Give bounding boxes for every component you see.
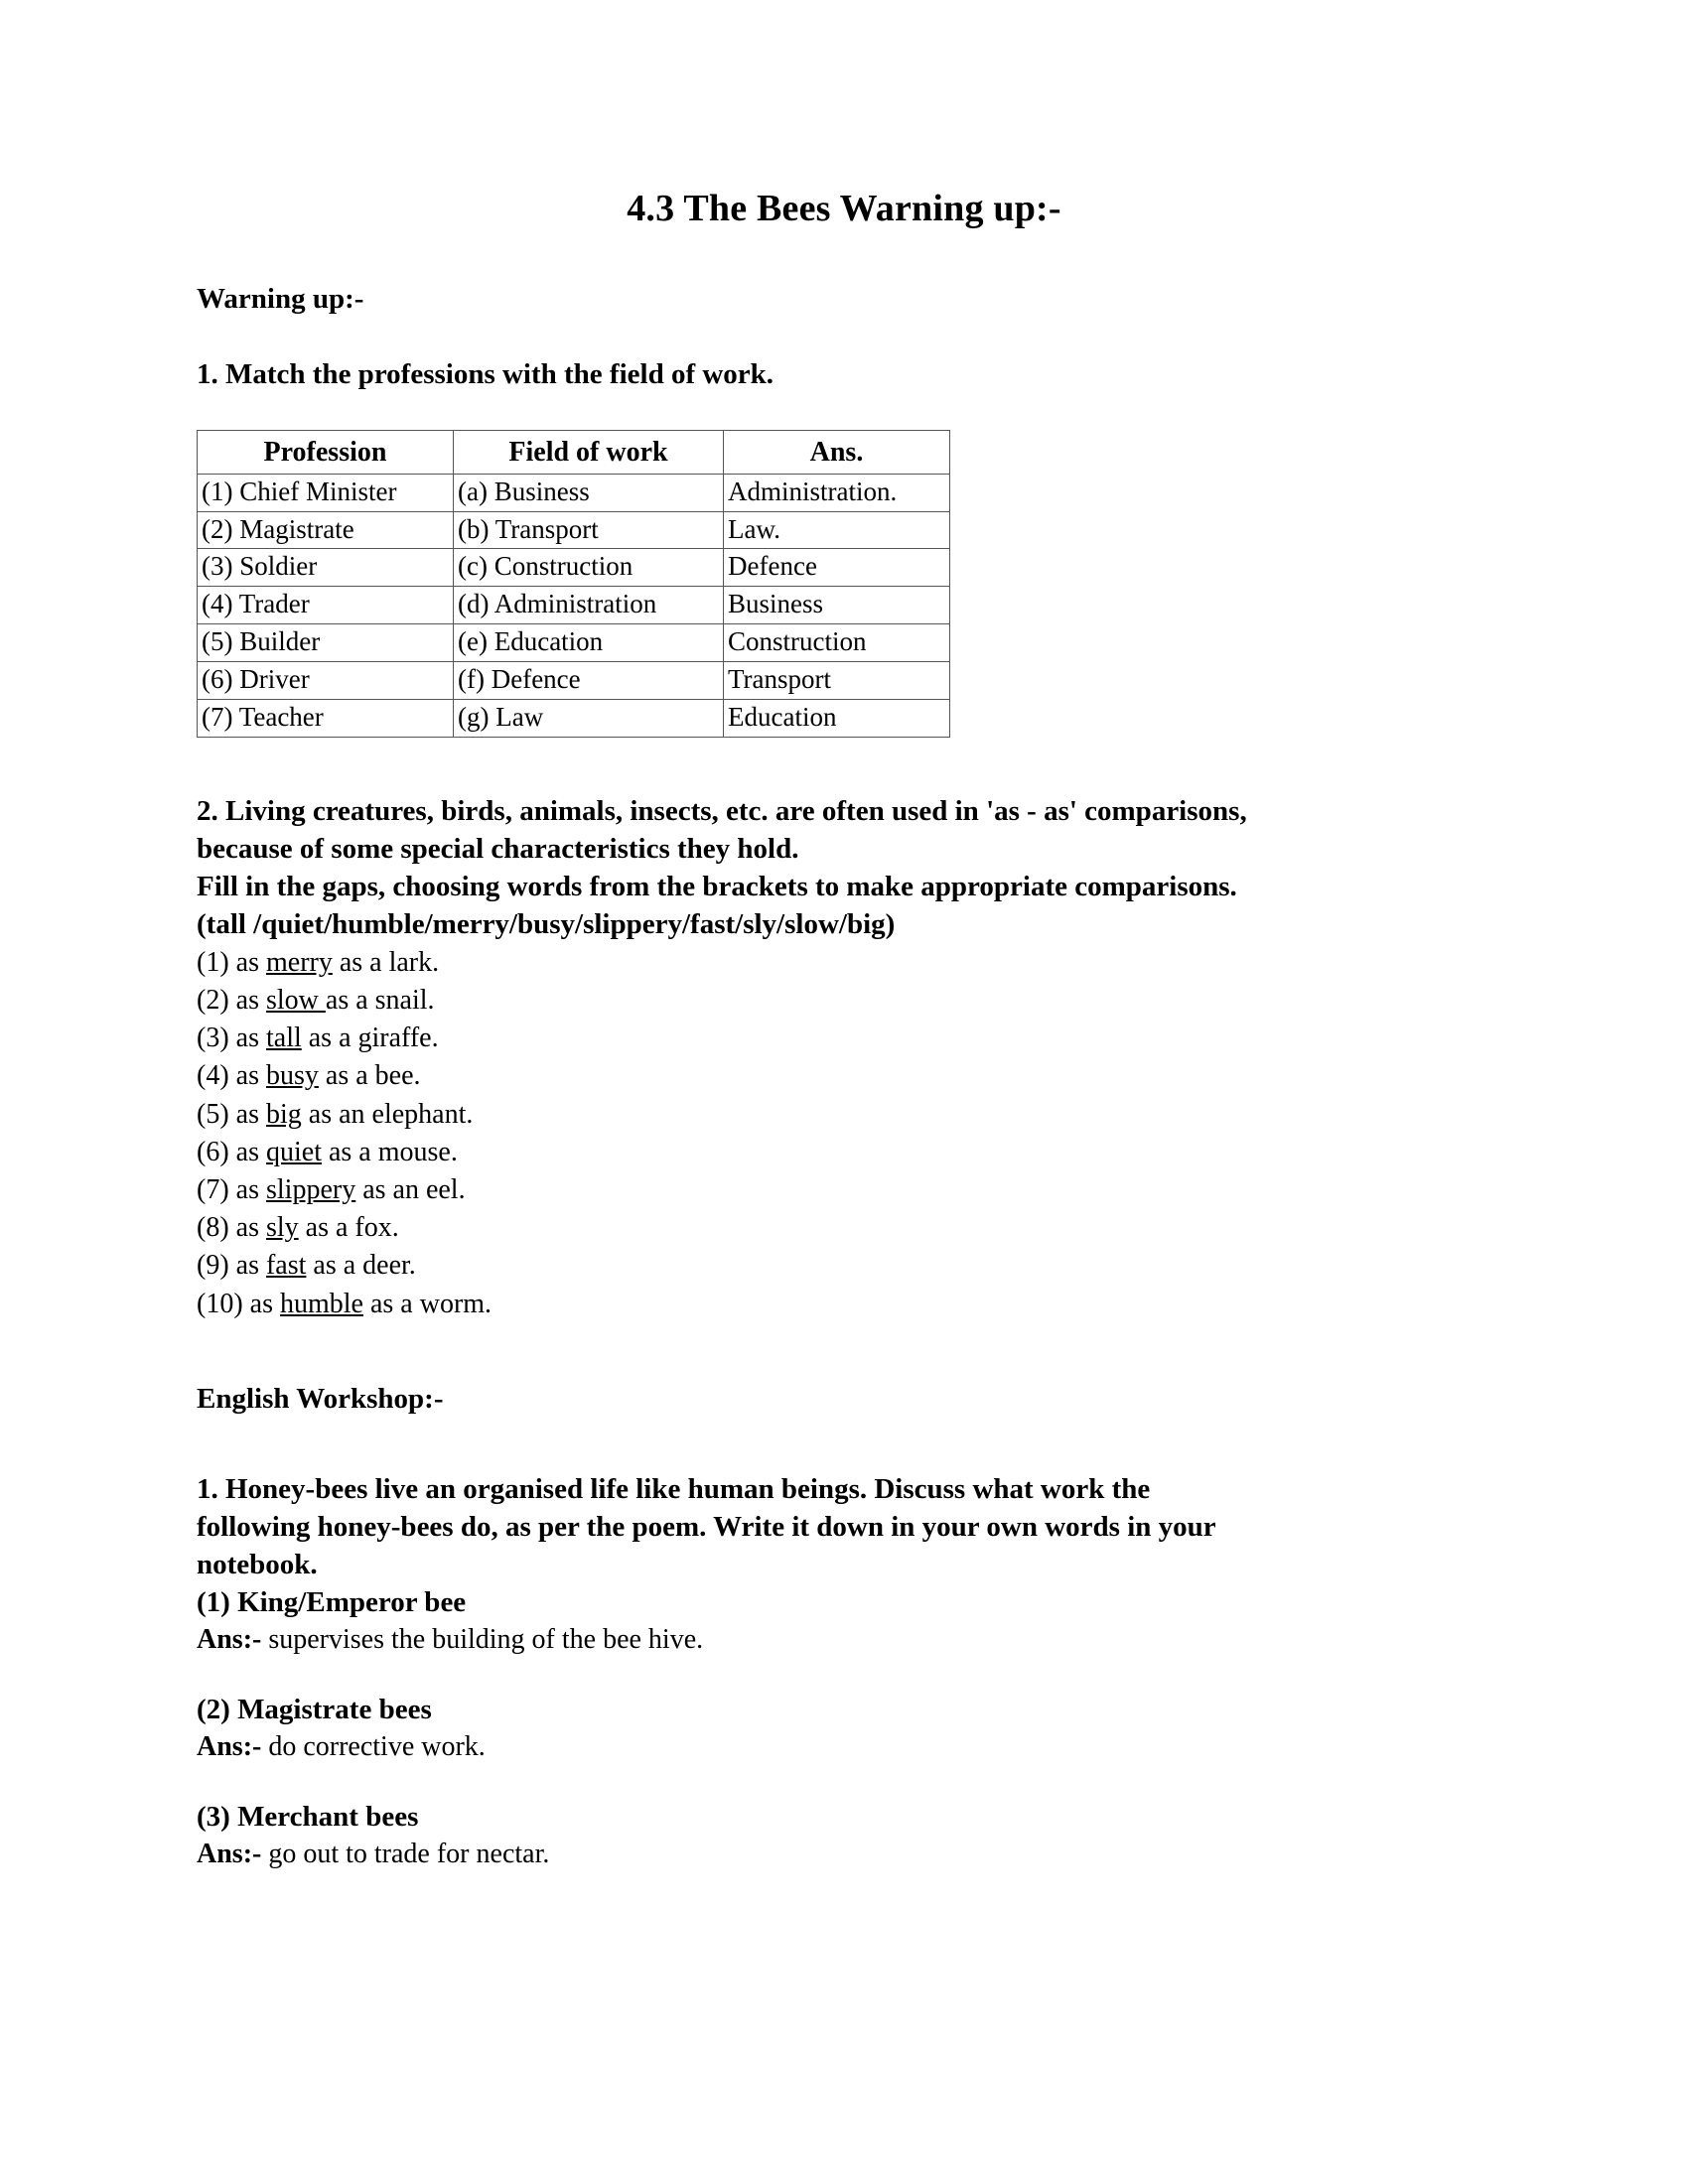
ws-q1-line-1: 1. Honey-bees live an organised life like human beings. Discuss what work the [197,1472,1151,1505]
ws-q1-line-3: notebook. [197,1548,318,1580]
cell-answer: Administration. [724,474,950,511]
ws-q1-line-2: following honey-bees do, as per the poem. Write it down in your own words in your [197,1510,1216,1543]
cell-answer: Construction [724,624,950,662]
item-before: as [235,1136,266,1167]
list-item [197,982,1517,1020]
ans-prefix: Ans:- [197,1623,262,1655]
spacer [197,314,1517,355]
item-number: (7) [197,1174,229,1205]
item-answer: merry [265,946,333,978]
item-number: (3) [197,1023,229,1054]
cell-answer: Business [724,587,950,624]
spacer [197,1416,1517,1471]
item-answer: slippery [265,1174,356,1205]
ans-prefix: Ans:- [197,1838,262,1869]
spacer [197,1658,1517,1692]
question-1-prompt: 1. Match the professions with the field of work. [197,358,774,391]
bee-answer-group [197,1692,1517,1765]
bee-answer-king-emperor [197,1622,1517,1658]
item-before: as [235,1174,266,1205]
table-row [198,587,950,624]
item-answer: humble [279,1288,363,1319]
item-answer: slow [265,984,326,1016]
bee-label-king-emperor: (1) King/Emperor bee [197,1585,467,1618]
cell-profession: (5) Builder [198,624,454,662]
item-after: as a mouse. [321,1136,458,1167]
column-header-field-of-work: Field of work [454,430,724,474]
cell-profession: (3) Soldier [198,549,454,587]
english-workshop-question-1 [197,1471,1517,1584]
column-header-profession: Profession [198,430,454,474]
item-number: (10) [197,1288,243,1319]
item-number: (6) [197,1136,229,1167]
comparison-answer-list [197,944,1517,1323]
table-row [198,474,950,511]
list-item [197,1247,1517,1285]
item-number: (8) [197,1212,229,1244]
page-title: 4.3 The Bees Warning up:- [627,188,1061,229]
ans-text: go out to trade for nectar. [261,1838,550,1869]
spacer [197,1323,1517,1383]
list-item [197,1171,1517,1209]
english-workshop-heading: English Workshop:- [197,1382,444,1415]
item-before: as [235,1023,266,1054]
list-item [197,1134,1517,1171]
question-2-line-1: 2. Living creatures, birds, animals, insects, etc. are often used in 'as - as' comparisons, [197,794,1247,827]
item-after: as a snail. [325,984,435,1016]
list-item [197,944,1517,982]
cell-field-of-work: (b) Transport [454,511,724,549]
item-after: as a deer. [306,1250,416,1282]
table-row [198,662,950,700]
list-item [197,1020,1517,1057]
item-before: as [235,1250,266,1282]
item-answer: big [265,1098,302,1130]
item-number: (9) [197,1250,229,1282]
item-after: as a giraffe. [301,1023,439,1054]
ans-text: do corrective work. [261,1730,486,1762]
cell-field-of-work: (g) Law [454,699,724,737]
cell-field-of-work: (d) Administration [454,587,724,624]
cell-answer: Law. [724,511,950,549]
item-number: (1) [197,946,229,978]
list-item [197,1286,1517,1323]
item-number: (2) [197,984,229,1016]
profession-match-table [197,430,950,738]
item-before: as [235,1060,266,1092]
question-2-line-3: Fill in the gaps, choosing words from the brackets to make appropriate comparisons. [197,870,1237,902]
item-after: as a worm. [362,1288,492,1319]
bee-answer-merchant [197,1837,1517,1872]
bee-answer-group [197,1584,1517,1658]
item-before: as [249,1288,280,1319]
cell-field-of-work: (e) Education [454,624,724,662]
list-item [197,1209,1517,1247]
table-row [198,549,950,587]
item-answer: busy [265,1060,319,1092]
item-answer: tall [265,1023,302,1054]
item-number: (5) [197,1098,229,1130]
item-answer: quiet [265,1136,322,1167]
cell-answer: Defence [724,549,950,587]
item-number: (4) [197,1060,229,1092]
table-row [198,511,950,549]
cell-profession: (1) Chief Minister [198,474,454,511]
item-answer: fast [265,1250,307,1282]
bee-answer-group [197,1799,1517,1872]
list-item [197,1057,1517,1095]
bee-label-magistrate: (2) Magistrate bees [197,1693,432,1725]
item-before: as [235,984,266,1016]
item-before: as [235,1098,266,1130]
item-after: as a fox. [298,1212,399,1244]
item-after: as a bee. [318,1060,421,1092]
spacer [197,738,1517,793]
section-heading-warning-up: Warning up:- [197,283,364,315]
ans-text: supervises the building of the bee hive. [261,1623,704,1655]
table-row [198,699,950,737]
item-answer: sly [265,1212,299,1244]
question-2-line-2: because of some special characteristics they hold. [197,832,799,865]
column-header-ans: Ans. [724,430,950,474]
item-after: as an elephant. [301,1098,474,1130]
cell-profession: (7) Teacher [198,699,454,737]
item-after: as a lark. [332,946,440,978]
cell-profession: (4) Trader [198,587,454,624]
bee-answer-magistrate [197,1729,1517,1765]
item-before: as [235,1212,266,1244]
cell-field-of-work: (f) Defence [454,662,724,700]
bee-label-merchant: (3) Merchant bees [197,1800,419,1833]
item-before: as [235,946,266,978]
item-after: as an eel. [355,1174,466,1205]
cell-profession: (6) Driver [198,662,454,700]
table-header-row [198,430,950,474]
cell-answer: Transport [724,662,950,700]
table-row [198,624,950,662]
document-body [197,284,1517,1872]
question-2-block [197,793,1517,944]
ans-prefix: Ans:- [197,1730,262,1762]
cell-field-of-work: (c) Construction [454,549,724,587]
cell-profession: (2) Magistrate [198,511,454,549]
cell-field-of-work: (a) Business [454,474,724,511]
cell-answer: Education [724,699,950,737]
question-2-word-bank: (tall /quiet/humble/merry/busy/slippery/fast/sly/slow/big) [197,907,896,940]
spacer [197,1765,1517,1799]
list-item [197,1096,1517,1134]
